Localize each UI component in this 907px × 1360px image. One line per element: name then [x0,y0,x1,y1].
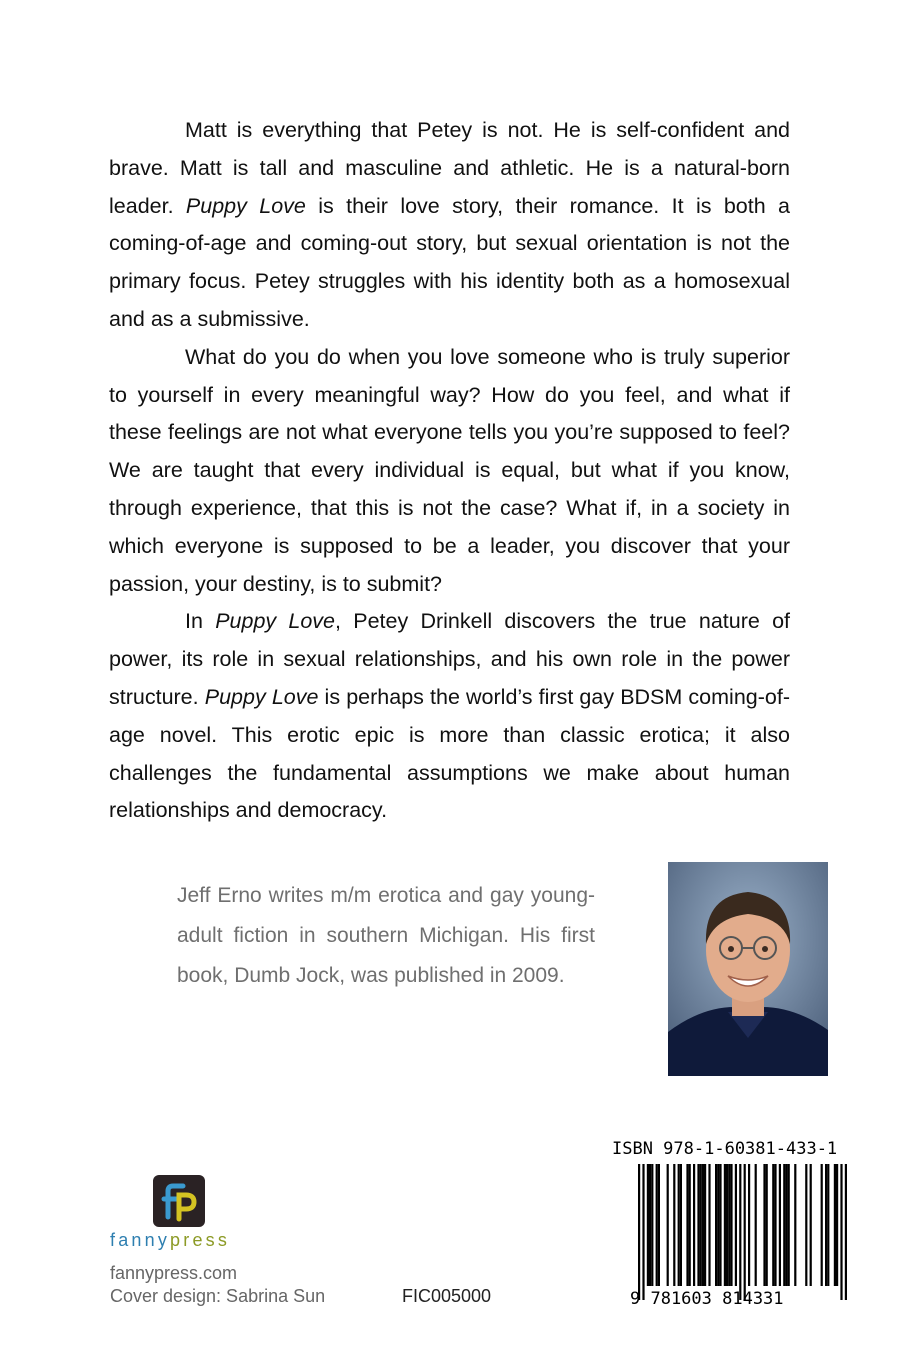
blurb-paragraph-3: In Puppy Love, Petey Drinkell discovers the true nature of power, its role in sexual relationships, and his own role in the power structure. Puppy Love is perhaps the world’s first gay BDSM coming-of-age novel. This erotic epic is more than classic erotica; it also challenges the fundamental assumptions we make about human relationships and democracy. [109,609,791,823]
barcode-bar [735,1164,737,1286]
author-bio: Jeff Erno writes m/m erotica and gay young-adult fiction in southern Michigan. His first book, Dumb Jock, was published in 2009. [177,884,595,987]
barcode-bar [834,1164,836,1286]
barcode-bar [689,1164,691,1286]
barcode-bar [715,1164,717,1286]
barcode-bar [704,1164,706,1286]
barcode-bar [744,1164,746,1300]
barcode-bar [649,1164,651,1286]
barcode-bar [766,1164,768,1286]
barcode-bar [805,1164,807,1286]
barcode-bar [673,1164,675,1286]
isbn-label: ISBN 978-1-60381-433-1 [612,1139,838,1159]
barcode-bar [821,1164,823,1286]
barcode-bar [772,1164,774,1286]
barcode-bar [788,1164,790,1286]
category-code: FIC005000 [402,1286,492,1306]
barcode-bar [827,1164,829,1286]
isbn-barcode [616,1162,862,1308]
barcode-bar [724,1164,726,1286]
barcode-bar [693,1164,695,1286]
back-cover-blurb [109,112,790,830]
barcode-bar [686,1164,688,1286]
blurb-paragraph-2: What do you do when you love someone who is truly superior to yourself in every meaningful way? How do you feel, and what if these feelings are not what everyone tells you you’re supposed to feel? We are taught that every individual is equal, but what if you know, through experience, that this is not the case? What if, in a society in which everyone is supposed to be a leader, you discover that your passion, your destiny, is to submit? [109,344,790,596]
barcode-bar [717,1164,719,1286]
barcode-bar [748,1164,750,1286]
fannypress-wordmark: fannypress [110,1230,231,1250]
barcode-bar [739,1164,741,1300]
barcode-bar [755,1164,757,1286]
barcode-bar [702,1164,704,1286]
barcode-digits: 9 781603 814331 [630,1289,784,1308]
barcode-bar [678,1164,680,1286]
barcode-bar [700,1164,702,1286]
barcode-bar [794,1164,796,1286]
barcode-bar [642,1164,644,1300]
barcode-bar [658,1164,660,1286]
barcode-bar [726,1164,728,1286]
barcode-bar [656,1164,658,1286]
barcode-bar [779,1164,781,1286]
author-photo [668,862,828,1076]
barcode-bar [836,1164,838,1286]
blurb-paragraph-1: Matt is everything that Petey is not. He is self-confident and brave. Matt is tall and masculine and athletic. He is a natural-born leader. Puppy Love is their love story, their romance. It is both a coming-of-age and coming-out story, but sexual orientation is not the primary focus. Petey struggles with his identity both as a homosexual and as a submissive. [109,118,790,331]
barcode-bar [728,1164,730,1286]
publisher-website: fannypress.com [110,1263,238,1283]
barcode-bar [708,1164,710,1286]
barcode-bar [825,1164,827,1286]
barcode-bar [840,1164,842,1300]
barcode-bar [783,1164,785,1286]
barcode-bar [774,1164,776,1286]
barcode-bar [785,1164,787,1286]
barcode-bar [667,1164,669,1286]
fannypress-logo-icon [153,1175,205,1227]
barcode-bar [719,1164,721,1286]
barcode-bar [680,1164,682,1286]
cover-credit: Cover design: Sabrina Sun [110,1286,326,1306]
barcode-bar [730,1164,732,1286]
barcode-bar [697,1164,699,1286]
barcode-bar [845,1164,847,1300]
barcode-bar [651,1164,653,1286]
barcode-bar [638,1164,640,1300]
barcode-bar [647,1164,649,1286]
barcode-bar [810,1164,812,1286]
barcode-bar [763,1164,765,1286]
